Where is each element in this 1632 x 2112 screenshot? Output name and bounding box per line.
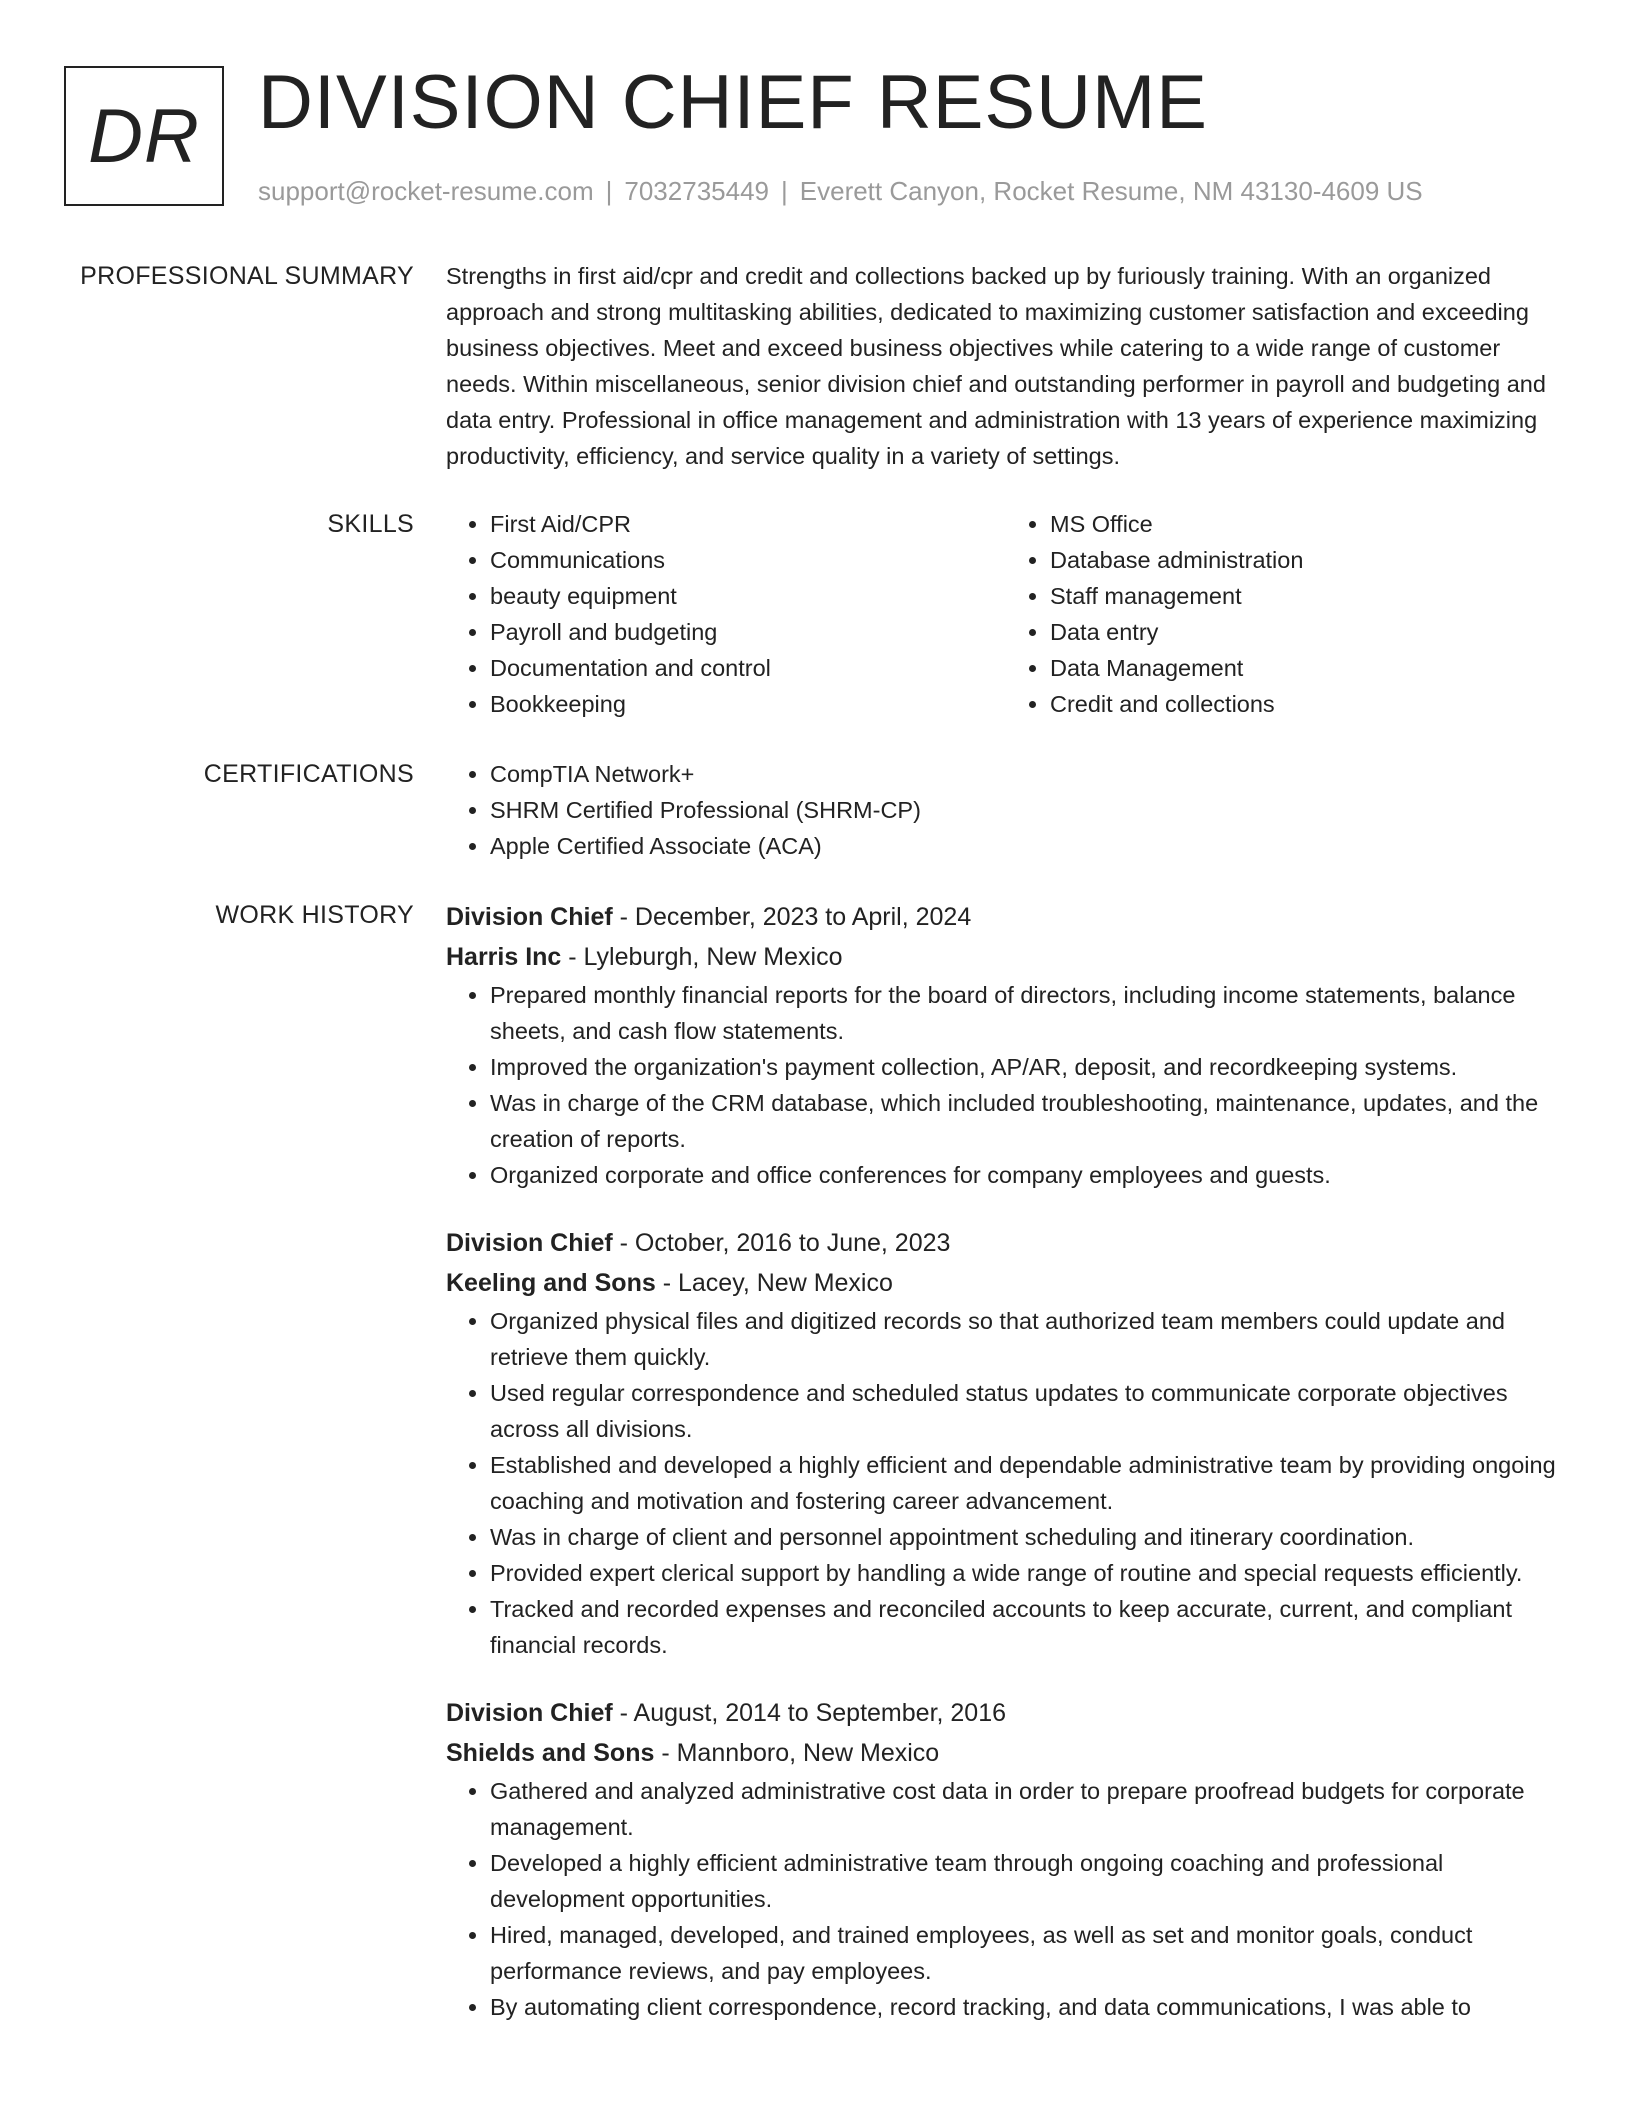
job-dates: - December, 2023 to April, 2024	[612, 903, 972, 931]
skill-item: • First Aid/CPR	[490, 506, 1006, 542]
job-title-line	[446, 1223, 1566, 1263]
job-dates: - October, 2016 to June, 2023	[612, 1229, 951, 1257]
skill-item: • Credit and collections	[1050, 686, 1566, 722]
job-bullet: • Was in charge of the CRM database, which included troubleshooting, maintenance, updates, and the creation of reports.	[490, 1085, 1566, 1157]
skill-item: • Communications	[490, 542, 1006, 578]
job-location: - Mannboro, New Mexico	[654, 1739, 940, 1767]
job-bullet: • Established and developed a highly efficient and dependable administrative team by providing ongoing coaching and motivation and fostering career advancement.	[490, 1447, 1566, 1519]
job-bullet: • Used regular correspondence and scheduled status updates to communicate corporate objectives across all divisions.	[490, 1375, 1566, 1447]
contact-line	[258, 174, 1423, 208]
monogram: DR	[64, 66, 224, 206]
job-bullet: • Prepared monthly financial reports for the board of directors, including income statements, balance sheets, and cash flow statements.	[490, 977, 1566, 1049]
job-bullets	[446, 977, 1566, 1193]
resume-title: DIVISION CHIEF RESUME	[258, 60, 1208, 145]
skills-list-left	[446, 506, 1006, 722]
job-entry	[446, 1223, 1566, 1663]
job-company: Keeling and Sons	[446, 1269, 656, 1297]
job-entry	[446, 897, 1566, 1193]
job-bullet: • Improved the organization's payment collection, AP/AR, deposit, and recordkeeping systems.	[490, 1049, 1566, 1085]
job-company-line	[446, 1733, 1566, 1773]
job-title: Division Chief	[446, 1229, 613, 1257]
section-label-summary: PROFESSIONAL SUMMARY	[80, 262, 414, 290]
certifications-list	[446, 756, 1566, 864]
job-bullet: • Developed a highly efficient administrative team through ongoing coaching and professional development opportunities.	[490, 1845, 1566, 1917]
skill-item: • Documentation and control	[490, 650, 1006, 686]
contact-separator: |	[605, 176, 613, 206]
section-label-skills: SKILLS	[327, 510, 414, 538]
job-title-line	[446, 1693, 1566, 1733]
job-bullet: • Organized physical files and digitized records so that authorized team members could update and retrieve them quickly.	[490, 1303, 1566, 1375]
job-location: - Lacey, New Mexico	[655, 1269, 893, 1297]
skill-item: • Data Management	[1050, 650, 1566, 686]
summary-text: Strengths in first aid/cpr and credit and collections backed up by furiously training. With an organized approach and strong multitasking abilities, dedicated to maximizing customer satisfaction and exceeding business objectives. Meet and exceed business objectives while catering to a wide range of customer needs. Within miscellaneous, senior division chief and outstanding performer in payroll and budgeting and data entry. Professional in office management and administration with 13 years of experience maximizing productivity, efficiency, and service quality in a variety of settings.	[446, 263, 1546, 469]
job-title: Division Chief	[446, 903, 613, 931]
job-bullets	[446, 1303, 1566, 1663]
job-location: - Lyleburgh, New Mexico	[561, 943, 843, 971]
skill-item: • Data entry	[1050, 614, 1566, 650]
section-label-work-history: WORK HISTORY	[215, 901, 414, 929]
section-label-certifications: CERTIFICATIONS	[203, 760, 414, 788]
job-bullet: • Hired, managed, developed, and trained employees, as well as set and monitor goals, conduct performance reviews, and pay employees.	[490, 1917, 1566, 1989]
certification-item: • CompTIA Network+	[490, 756, 1566, 792]
job-title-line	[446, 897, 1566, 937]
certification-item: • SHRM Certified Professional (SHRM-CP)	[490, 792, 1566, 828]
job-title: Division Chief	[446, 1699, 613, 1727]
certifications-body	[446, 756, 1566, 864]
job-company-line	[446, 1263, 1566, 1303]
skills-list-right	[1006, 506, 1566, 722]
job-dates: - August, 2014 to September, 2016	[612, 1699, 1007, 1727]
certification-item: • Apple Certified Associate (ACA)	[490, 828, 1566, 864]
job-bullet: • Was in charge of client and personnel appointment scheduling and itinerary coordination.	[490, 1519, 1566, 1555]
summary-body	[446, 258, 1566, 474]
contact-phone: 7032735449	[624, 176, 769, 206]
job-bullet: • By automating client correspondence, record tracking, and data communications, I was able to	[490, 1989, 1566, 2025]
skill-item: • Staff management	[1050, 578, 1566, 614]
contact-email: support@rocket-resume.com	[258, 176, 594, 206]
skill-item: • MS Office	[1050, 506, 1566, 542]
job-bullet: • Tracked and recorded expenses and reconciled accounts to keep accurate, current, and compliant financial records.	[490, 1591, 1566, 1663]
skills-body	[446, 506, 1566, 722]
job-entry	[446, 1693, 1566, 2025]
skill-item: • Payroll and budgeting	[490, 614, 1006, 650]
job-bullet: • Organized corporate and office conferences for company employees and guests.	[490, 1157, 1566, 1193]
job-company-line	[446, 937, 1566, 977]
job-bullets	[446, 1773, 1566, 2025]
job-company: Harris Inc	[446, 943, 562, 971]
skill-item: • beauty equipment	[490, 578, 1006, 614]
skill-item: • Bookkeeping	[490, 686, 1006, 722]
contact-separator: |	[781, 176, 788, 206]
job-bullet: • Provided expert clerical support by handling a wide range of routine and special requests efficiently.	[490, 1555, 1566, 1591]
job-bullet: • Gathered and analyzed administrative cost data in order to prepare proofread budgets for corporate management.	[490, 1773, 1566, 1845]
contact-address: Everett Canyon, Rocket Resume, NM 43130-4609 US	[799, 176, 1423, 206]
job-company: Shields and Sons	[446, 1739, 655, 1767]
work-history-body	[446, 897, 1566, 2055]
skill-item: • Database administration	[1050, 542, 1566, 578]
